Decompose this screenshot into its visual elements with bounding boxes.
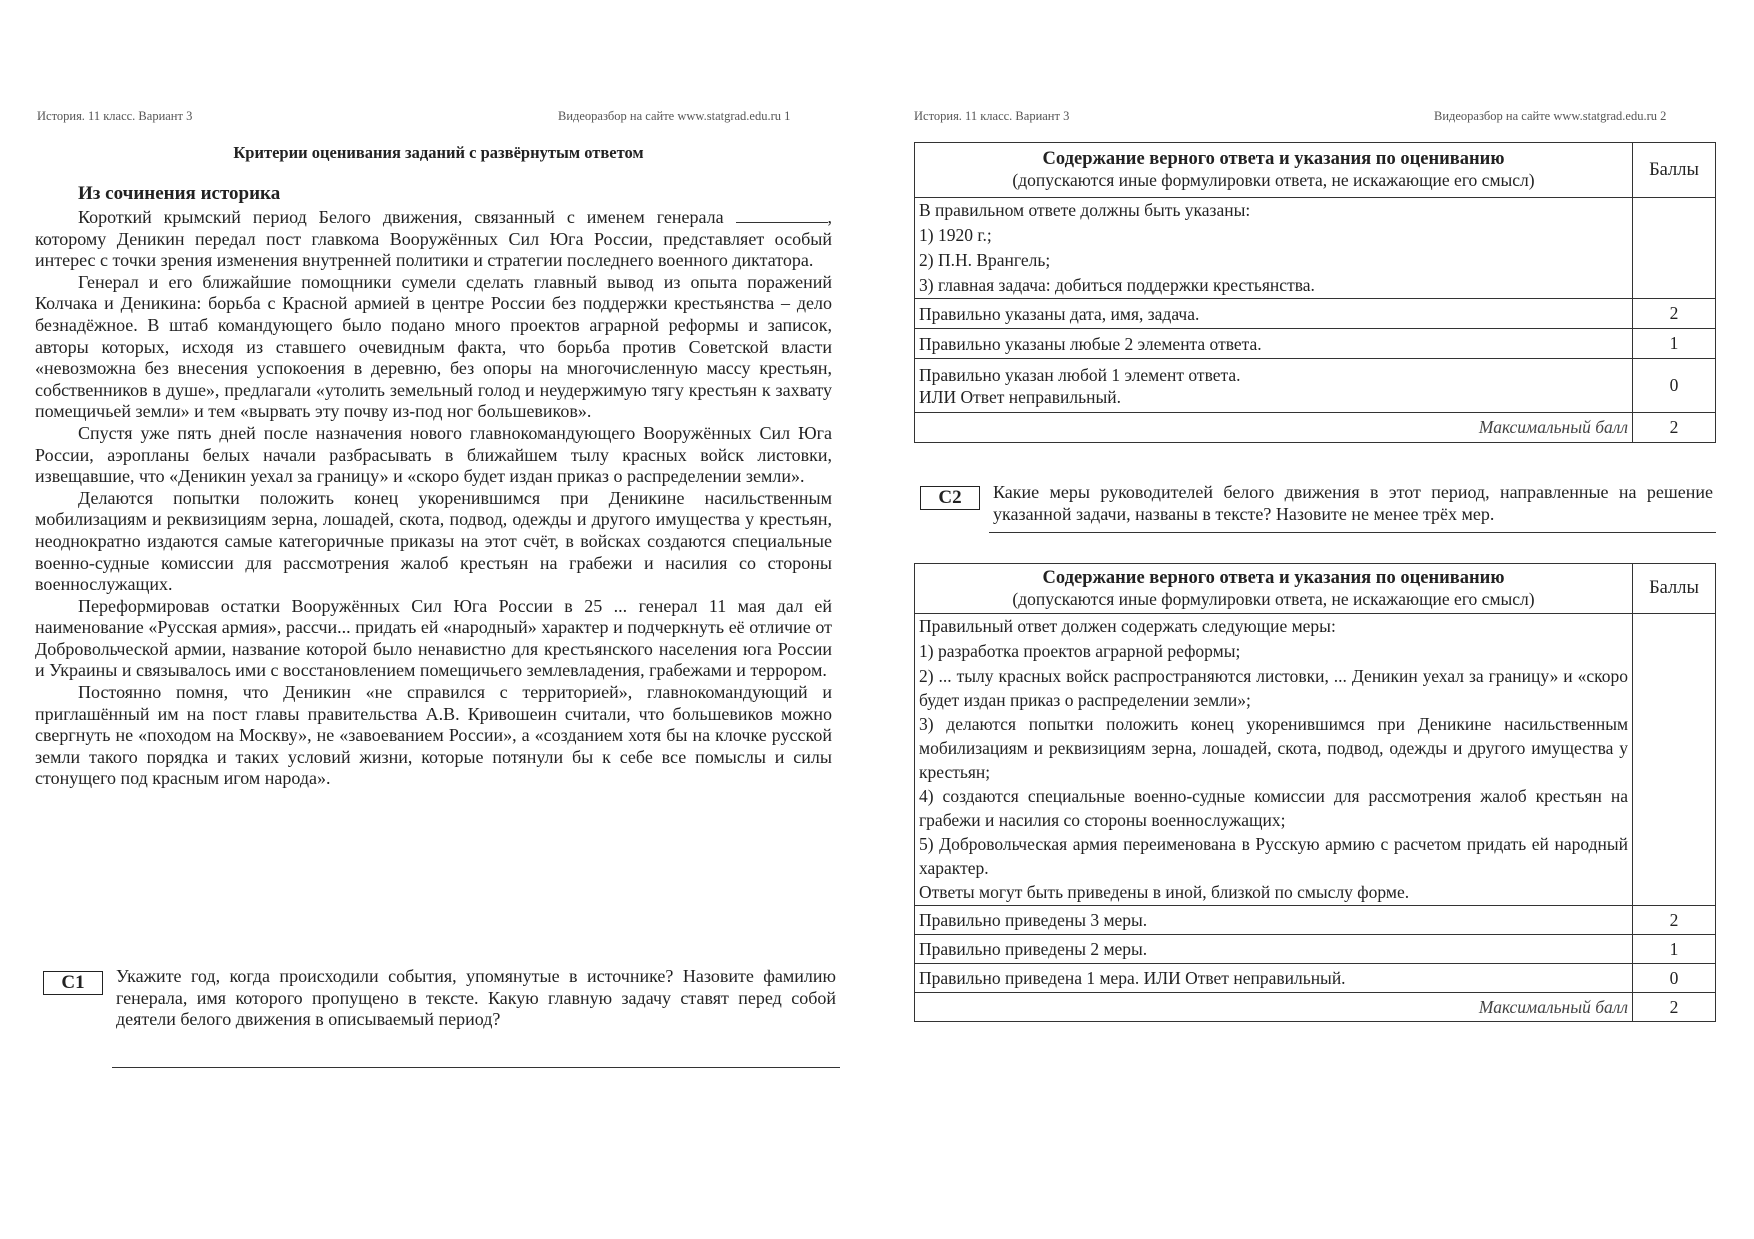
paragraph (35, 207, 832, 272)
max-score-label: Максимальный балл (915, 413, 1633, 443)
right-page (877, 0, 1754, 1239)
answer-line: 5) Добровольческая армия переименована в Русскую армию с расчетом придать ей народный характер. (919, 834, 1629, 878)
header-right: Видеоразбор на сайте www.statgrad.edu.ru 1 (558, 109, 791, 123)
table-head-subtitle: (допускаются иные формулировки ответа, не искажающие его смысл) (1012, 170, 1535, 190)
criteria-row: Правильно указаны дата, имя, задача. (915, 299, 1633, 329)
max-score-value: 2 (1633, 413, 1716, 443)
c1-question: Укажите год, когда происходили события, упомянутые в источнике? Назовите фамилию генерала, имя которого пропущено в тексте. Какую главную задачу ставят перед собой деятели белого движения в описываемый период? (116, 966, 836, 1030)
c2-criteria-table (914, 563, 1716, 1022)
max-score-value: 2 (1633, 993, 1716, 1022)
c1-label: C1 (43, 971, 103, 995)
table-head-points: Баллы (1633, 564, 1716, 614)
answer-content (915, 198, 1633, 299)
criteria-title: Критерии оценивания заданий с развёрнутым ответом (233, 143, 644, 162)
table-head-points: Баллы (1633, 143, 1716, 198)
name-blank (736, 208, 828, 223)
criteria-points: 2 (1633, 299, 1716, 329)
answer-line: Ответы могут быть приведены в иной, близкой по смыслу форме. (919, 882, 1410, 902)
source-title: Из сочинения историка (78, 183, 281, 204)
criteria-points: 1 (1633, 935, 1716, 964)
c2-underline (989, 532, 1716, 533)
answer-line: 3) делаются попытки положить конец укоренившимся при Деникине насильственным мобилизациям и реквизициям зерна, лошадей, скота, подвод, одежды и другого имущества у крестьян; (919, 714, 1629, 782)
criteria-row: Правильно приведена 1 мера. ИЛИ Ответ неправильный. (915, 964, 1633, 993)
criteria-points: 0 (1633, 359, 1716, 413)
criteria-points: 1 (1633, 329, 1716, 359)
answer-content-points (1633, 614, 1716, 906)
answer-line: 3) главная задача: добиться поддержки крестьянства. (919, 275, 1315, 295)
paragraph: Делаются попытки положить конец укоренившимся при Деникине насильственным мобилизациям и реквизициям зерна, лошадей, скота, подвод, одежды и другого имущества у крестьян, неоднократно издаются самые категоричные приказы на этот счёт, в войсках создаются специальные военно-судные комиссии для рассмотрения жалоб крестьян на грабежи и насилия со стороны военнослужащих. (35, 487, 832, 595)
criteria-row: Правильно приведены 3 меры. (915, 906, 1633, 935)
paragraph-text: , которому Деникин передал пост главкома Вооружённых Сил Юга России, представляет особый интерес с точки зрения изменения внутренней политики и стратегии последнего военного диктатора. (35, 207, 832, 271)
c1-criteria-table (914, 142, 1716, 443)
max-score-label: Максимальный балл (915, 993, 1633, 1022)
paragraph-text: Короткий крымский период Белого движения, связанный с именем генерала (78, 207, 736, 227)
answer-line: В правильном ответе должны быть указаны: (919, 200, 1251, 220)
c2-question: Какие меры руководителей белого движения в этот период, направленные на решение указанной задачи, названы в тексте? Назовите не менее трёх мер. (993, 482, 1713, 524)
answer-content-points (1633, 198, 1716, 299)
criteria-row: Правильно указан любой 1 элемент ответа. ИЛИ Ответ неправильный. (915, 359, 1633, 413)
c1-underline (112, 1067, 840, 1068)
answer-line: 4) создаются специальные военно-судные комиссии для рассмотрения жалоб крестьян на грабежи и насилия со стороны военнослужащих; (919, 786, 1629, 830)
c2-label: C2 (920, 486, 980, 510)
header-right: Видеоразбор на сайте www.statgrad.edu.ru 2 (1434, 109, 1667, 123)
paragraph: Переформировав остатки Вооружённых Сил Юга России в 25 ... генерал 11 мая дал ей наименование «Русская армия», рассчи... придать ей «народный» характер и подчеркнуть её отличие от Добровольческой армии, название которой было ненавистно для крестьянского населения юга России и Украины и связывалось ими с восстановлением помещичьего землевладения, грабежами и террором. (35, 595, 832, 681)
answer-content (915, 614, 1633, 906)
criteria-points: 0 (1633, 964, 1716, 993)
answer-line: 2) ... тылу красных войск распространяются листовки, ... Деникин уехал за границу» и «скоро будет издан приказ о распределении земли»; (919, 666, 1629, 710)
paragraph: Генерал и его ближайшие помощники сумели сделать главный вывод из опыта поражений Колчака и Деникина: борьба с Красной армией в центре России без поддержки крестьянства – дело безнадёжное. В штаб командующего было подано много проектов аграрной реформы и записок, авторы которых, исходя из ставшего очевидным факта, что борьба против Советской власти «невозможна без внесения успокоения в деревню, без опоры на многочисленную массу крестьян, собственников в душе», предлагали «утолить земельный голод и неудержимую тягу крестьян к захвату помещичьей земли» и тем «вырвать эту почву из-под ног большевиков». (35, 271, 832, 422)
table-head-main (915, 564, 1633, 614)
header-left: История. 11 класс. Вариант 3 (914, 109, 1070, 123)
criteria-row: Правильно приведены 2 меры. (915, 935, 1633, 964)
answer-line: 1) 1920 г.; (919, 225, 992, 245)
table-head-title: Содержание верного ответа и указания по оцениванию (1042, 567, 1505, 588)
paragraph: Постоянно помня, что Деникин «не справился с территорией», главнокомандующий и приглашённый им на пост главы правительства А.В. Кривошеин считали, что большевиков можно свергнуть не «походом на Москву», не «завоеванием России», а «созданием хотя бы на клочке русской земли такого порядка и таких условий жизни, которые потянули бы к себе все помыслы и силы стонущего под красным игом народа». (35, 682, 832, 789)
answer-line: 2) П.Н. Врангель; (919, 250, 1051, 270)
source-text (35, 207, 832, 790)
header-left: История. 11 класс. Вариант 3 (37, 109, 193, 123)
table-head-main (915, 143, 1633, 198)
answer-line: 1) разработка проектов аграрной реформы; (919, 641, 1241, 661)
criteria-row: Правильно указаны любые 2 элемента ответа. (915, 329, 1633, 359)
table-head-title: Содержание верного ответа и указания по оцениванию (1042, 149, 1505, 169)
criteria-points: 2 (1633, 906, 1716, 935)
paragraph: Спустя уже пять дней после назначения нового главнокомандующего Вооружённых Сил Юга России, аэропланы белых начали разбрасывать в ближайшем тылу красных войск листовки, извещавшие, что «Деникин уехал за границу» и «скоро будет издан приказ о распределении земли». (35, 422, 832, 487)
table-head-subtitle: (допускаются иные формулировки ответа, не искажающие его смысл) (1012, 588, 1535, 609)
answer-line: Правильный ответ должен содержать следующие меры: (919, 616, 1336, 636)
